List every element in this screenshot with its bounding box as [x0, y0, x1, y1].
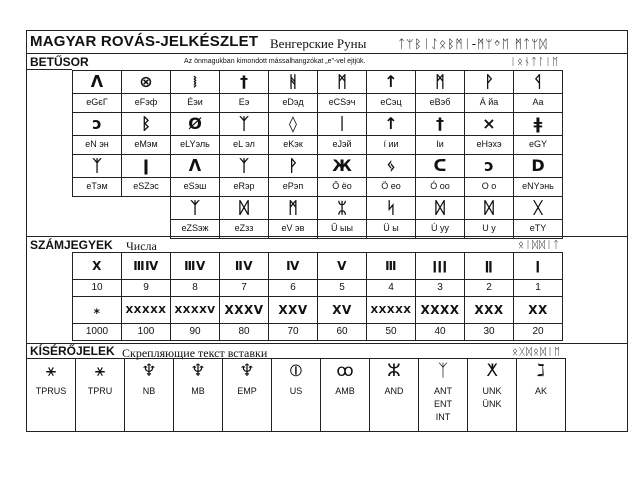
cell-divider: [122, 279, 170, 280]
numeral-value: 30: [483, 326, 495, 337]
cell-divider: [73, 93, 121, 94]
rune-sound-label: eCэц: [380, 97, 402, 107]
szamjegyek-label-russian: Числа: [126, 239, 157, 253]
cell-divider: [465, 177, 513, 178]
szamjegyek-label: SZÁMJEGYEK: [30, 238, 113, 252]
rune-glyph: ᛋ: [386, 198, 396, 217]
rune-cell: [366, 196, 416, 239]
rune-glyph: ᛉ: [239, 156, 249, 175]
rune-sound-label: U у: [482, 223, 496, 233]
rune-cell: [317, 196, 367, 239]
rune-glyph: ᚹ: [484, 72, 494, 91]
rune-glyph: ᛩ: [533, 72, 543, 91]
rune-cell: [464, 196, 514, 239]
rune-cell: [121, 70, 171, 113]
rune-sound-label: Á йа: [479, 97, 499, 107]
cell-divider: [122, 323, 170, 324]
divider: [26, 343, 628, 344]
numeral-value: 50: [385, 326, 397, 337]
ligature-glyph: ⵣ: [387, 361, 401, 381]
rune-cell: [170, 154, 220, 197]
cell-divider: [416, 135, 464, 136]
ligature-cell: [271, 358, 321, 432]
ligature-label: TPRU: [87, 386, 113, 396]
rune-cell: [219, 154, 269, 197]
rune-sound-label: Ó oo: [430, 181, 450, 191]
cell-divider: [171, 135, 219, 136]
rune-cell: [366, 70, 416, 113]
cell-divider: [367, 93, 415, 94]
rune-sound-label: eV эв: [281, 223, 305, 233]
rune-glyph: ↄ: [484, 156, 494, 175]
cell-divider: [269, 177, 317, 178]
numeral-glyph: XXV: [278, 303, 308, 317]
cell-divider: [514, 135, 562, 136]
cell-divider: [416, 219, 464, 220]
rune-cell: [513, 70, 563, 113]
cell-divider: [269, 219, 317, 220]
rune-sound-label: Éэи: [187, 97, 203, 107]
rune-sound-label: O о: [481, 181, 497, 191]
numeral-glyph: XXX: [474, 303, 504, 317]
cell-divider: [465, 323, 513, 324]
numeral-value: 9: [143, 282, 149, 293]
cell-divider: [220, 279, 268, 280]
kiserojelek-label: KÍSÉRŐJELEK: [30, 344, 115, 358]
rune-glyph: ↑: [384, 114, 398, 133]
numeral-glyph: XV: [332, 303, 352, 317]
rune-cell: [464, 154, 514, 197]
number-cell: [72, 296, 122, 341]
ligature-label: MB: [191, 386, 205, 396]
number-cell: [366, 296, 416, 341]
cell-divider: [220, 135, 268, 136]
rune-sound-label: eLYэль: [180, 139, 210, 149]
number-cell: [72, 252, 122, 297]
rune-sound-label: eN эн: [85, 139, 109, 149]
cell-divider: [514, 177, 562, 178]
numeral-glyph: XX: [528, 303, 548, 317]
number-cell: [219, 296, 269, 341]
rune-glyph: ᛁ: [337, 114, 347, 133]
cell-divider: [465, 93, 513, 94]
ligature-label: EMP: [237, 386, 257, 396]
rune-sound-label: Ű ыы: [331, 223, 353, 233]
rune-glyph: †: [436, 114, 444, 133]
numeral-glyph: ⅢⅤ: [184, 259, 206, 273]
number-cell: [268, 252, 318, 297]
rune-glyph: ᛗ: [435, 72, 445, 91]
number-cell: [170, 252, 220, 297]
rune-glyph: ᛗ: [337, 72, 347, 91]
cell-divider: [318, 219, 366, 220]
rune-cell: [268, 70, 318, 113]
cell-divider: [122, 135, 170, 136]
rune-cell: [219, 196, 269, 239]
rune-sound-label: Ü ы: [383, 223, 399, 233]
rune-sound-label: eZзз: [234, 223, 254, 233]
rune-cell: [513, 196, 563, 239]
ligature-glyph: ⦶: [289, 361, 303, 381]
numeral-glyph: ⁎: [93, 303, 101, 317]
rune-cell: [317, 154, 367, 197]
cell-divider: [465, 135, 513, 136]
cell-divider: [122, 93, 170, 94]
rune-sound-label: eL эл: [233, 139, 255, 149]
rune-cell: [72, 154, 122, 197]
rune-glyph: †: [240, 72, 248, 91]
number-cell: [219, 252, 269, 297]
rune-glyph: ᛃ: [386, 156, 396, 175]
betusor-note: Az önmagukban kimondott mássalhangzókat „e"-vel ejtjük.: [184, 58, 366, 65]
rune-cell: [219, 70, 269, 113]
cell-divider: [122, 177, 170, 178]
number-cell: [415, 296, 465, 341]
rune-glyph: ◊: [289, 114, 297, 133]
number-cell: [464, 296, 514, 341]
numeral-value: 3: [437, 282, 443, 293]
numeral-glyph: ⅢⅣ: [133, 259, 159, 273]
cell-divider: [220, 323, 268, 324]
ligature-glyph: ⚹: [45, 361, 57, 381]
number-cell: [513, 252, 563, 297]
cell-divider: [465, 219, 513, 220]
rune-cell: [513, 154, 563, 197]
rune-sound-label: eSэш: [183, 181, 207, 191]
number-cell: [268, 296, 318, 341]
rune-cell: [366, 154, 416, 197]
rune-glyph: ↄ: [92, 114, 102, 133]
cell-divider: [367, 279, 415, 280]
ligature-glyph: ⵅ: [486, 361, 498, 381]
ligature-glyph: ℷ: [537, 361, 545, 381]
number-cell: [121, 296, 171, 341]
rune-sound-label: eZSэж: [181, 223, 209, 233]
rune-sound-label: í ии: [383, 139, 399, 149]
rune-sound-label: eRэр: [233, 181, 255, 191]
rune-cell: [72, 112, 122, 155]
ligature-cell: [222, 358, 272, 432]
rune-cell: [415, 70, 465, 113]
cell-divider: [220, 93, 268, 94]
rune-glyph: ᑕ: [433, 156, 447, 175]
cell-divider: [514, 323, 562, 324]
rune-cell: [464, 112, 514, 155]
rune-glyph: ᛗ: [288, 198, 298, 217]
numeral-value: 10: [91, 282, 103, 293]
rune-glyph: ᛞ: [484, 198, 494, 217]
rune-sound-label: eTэм: [86, 181, 108, 191]
ligature-cell: [369, 358, 419, 432]
numeral-value: 4: [388, 282, 394, 293]
numeral-value: 100: [137, 326, 155, 337]
numeral-value: 2: [486, 282, 492, 293]
rune-cell: [170, 70, 220, 113]
number-cell: [317, 252, 367, 297]
rune-cell: [366, 112, 416, 155]
rune-glyph: ǂ: [533, 114, 543, 133]
rune-glyph: ᛒ: [141, 114, 151, 133]
number-cell: [415, 252, 465, 297]
ligature-glyph: ⚹: [94, 361, 106, 381]
rune-glyph: ᛞ: [435, 198, 445, 217]
rune-sound-label: Eэ: [238, 97, 250, 107]
ligature-label: AMB: [335, 386, 355, 396]
ligature-label: ANT ENT INT: [434, 386, 452, 422]
rune-sound-label: eNYэнь: [522, 181, 554, 191]
numeral-glyph: Ⅲ: [385, 259, 397, 273]
rune-glyph: ᛞ: [239, 198, 249, 217]
cell-divider: [318, 323, 366, 324]
numeral-glyph: Ⅳ: [286, 259, 300, 273]
rune-cell: [415, 154, 465, 197]
divider: [26, 69, 72, 70]
rune-glyph: ↑: [384, 72, 398, 91]
cell-divider: [416, 93, 464, 94]
numeral-glyph: XXXXX: [125, 305, 167, 316]
numeral-value: 80: [238, 326, 250, 337]
rune-cell: [317, 112, 367, 155]
ligature-cell: [516, 358, 566, 432]
cell-divider: [220, 219, 268, 220]
cell-divider: [73, 177, 121, 178]
ligature-label: AND: [384, 386, 404, 396]
rune-glyph: ᐱ: [188, 156, 202, 175]
number-cell: [317, 296, 367, 341]
cell-divider: [171, 323, 219, 324]
number-cell: [121, 252, 171, 297]
betusor-label: BETŰSOR: [30, 55, 89, 69]
rune-glyph: ᛉ: [190, 198, 200, 217]
page-title: MAGYAR ROVÁS-JELKÉSZLET: [30, 33, 259, 50]
ligature-cell: [173, 358, 223, 432]
ligature-glyph: ♆: [190, 361, 206, 381]
cell-divider: [367, 135, 415, 136]
cell-divider: [416, 279, 464, 280]
rune-glyph: ⧘: [193, 72, 197, 91]
cell-divider: [367, 219, 415, 220]
divider: [26, 236, 628, 237]
ligature-cell: [26, 358, 76, 432]
cell-divider: [514, 279, 562, 280]
rune-glyph: ᐱ: [90, 72, 104, 91]
rune-sound-label: eSZэс: [133, 181, 159, 191]
numeral-glyph: ⅡⅤ: [234, 259, 254, 273]
rune-glyph: ᚷ: [533, 198, 543, 217]
rune-sound-label: eFэф: [134, 97, 158, 107]
ligature-glyph: ꝏ: [336, 361, 354, 381]
rune-sound-label: Ő ёо: [332, 181, 352, 191]
ligature-cell: [75, 358, 125, 432]
cell-divider: [171, 219, 219, 220]
page-title-russian: Венгерские Руны: [270, 36, 367, 51]
ligature-cell: [418, 358, 468, 432]
ligature-cell: [124, 358, 174, 432]
rune-sound-label: eJэй: [332, 139, 352, 149]
cell-divider: [367, 177, 415, 178]
rune-glyph: ᚻ: [288, 72, 298, 91]
rune-sound-label: Iи: [436, 139, 444, 149]
cell-divider: [73, 135, 121, 136]
ligature-label: TPRUS: [35, 386, 67, 396]
rune-glyph: ⊗: [139, 72, 153, 91]
cell-divider: [220, 177, 268, 178]
rune-sound-label: Ú уу: [431, 223, 449, 233]
kiserojelek-runes: ᛟᚷᛞᛟᛞᛁᛖ: [512, 347, 561, 358]
ligature-label: AK: [534, 386, 547, 396]
numeral-value: 60: [336, 326, 348, 337]
rune-sound-label: eHэхэ: [476, 139, 502, 149]
rune-sound-label: eCSэч: [328, 97, 356, 107]
numeral-value: 1: [535, 282, 541, 293]
cell-divider: [318, 93, 366, 94]
rune-glyph: Ж: [332, 156, 352, 175]
rune-glyph: D: [531, 156, 545, 175]
rune-cell: [513, 112, 563, 155]
numeral-glyph: XXXXV: [174, 305, 216, 316]
rune-cell: [268, 112, 318, 155]
kiserojelek-label-russian: Скрепляющие текст вставки: [122, 346, 268, 360]
cell-divider: [73, 323, 121, 324]
number-cell: [366, 252, 416, 297]
rune-cell: [219, 112, 269, 155]
numeral-value: 90: [189, 326, 201, 337]
rune-sound-label: eTY: [529, 223, 547, 233]
rune-sound-label: Aа: [532, 97, 544, 107]
rune-glyph: ᛯ: [337, 198, 347, 217]
numeral-value: 7: [241, 282, 247, 293]
numeral-glyph: XXXV: [224, 303, 264, 317]
rune-cell: [268, 196, 318, 239]
ligature-label: NB: [142, 386, 156, 396]
numeral-value: 20: [532, 326, 544, 337]
page-title-runes: ᛏᛘᛒᛁᛇᛟᛒᛗᛁ-ᛗᛘᛜᛖ ᛗᛏᛘᛞ: [398, 37, 548, 51]
divider: [26, 53, 628, 54]
rune-cell: [170, 112, 220, 155]
rune-glyph: ᛉ: [239, 114, 249, 133]
rune-sound-label: eBэб: [429, 97, 451, 107]
rune-sound-label: eMэм: [134, 139, 158, 149]
rune-cell: [121, 154, 171, 197]
ligature-cell: [320, 358, 370, 432]
rune-sound-label: Ö eo: [381, 181, 401, 191]
cell-divider: [269, 323, 317, 324]
cell-divider: [318, 279, 366, 280]
szamjegyek-runes: ᛟᛁᛞᛞᛁᛏ: [518, 240, 560, 251]
rune-glyph: ǀ: [143, 156, 149, 175]
numeral-glyph: ǀǀǀ: [432, 259, 448, 273]
rune-glyph: Ø: [188, 114, 202, 133]
rune-glyph: ᛉ: [92, 156, 102, 175]
cell-divider: [514, 219, 562, 220]
numeral-glyph: XXXX: [420, 303, 460, 317]
rune-sound-label: ePэп: [282, 181, 304, 191]
cell-divider: [269, 279, 317, 280]
rune-cell: [317, 70, 367, 113]
cell-divider: [318, 135, 366, 136]
cell-divider: [269, 135, 317, 136]
cell-divider: [171, 177, 219, 178]
rune-cell: [170, 196, 220, 239]
cell-divider: [73, 279, 121, 280]
betusor-runes: ᛁᛟᚾᛏᛚᛁᛖ: [510, 57, 559, 68]
numeral-value: 5: [339, 282, 345, 293]
ligature-label: US: [289, 386, 303, 396]
cell-divider: [269, 93, 317, 94]
numeral-glyph: ǁ: [484, 259, 494, 273]
cell-divider: [171, 93, 219, 94]
rune-glyph: ᚹ: [288, 156, 298, 175]
ligature-glyph: ♆: [239, 361, 255, 381]
ligature-label: UNK ÜNK: [482, 386, 502, 409]
numeral-glyph: XXXXX: [370, 305, 412, 316]
rune-cell: [121, 112, 171, 155]
rune-cell: [415, 112, 465, 155]
numeral-value: 8: [192, 282, 198, 293]
numeral-glyph: X: [92, 259, 102, 273]
numeral-glyph: V: [337, 259, 347, 273]
number-cell: [513, 296, 563, 341]
numeral-value: 6: [290, 282, 296, 293]
rune-cell: [415, 196, 465, 239]
rune-cell: [464, 70, 514, 113]
cell-divider: [318, 177, 366, 178]
rune-sound-label: eKэк: [283, 139, 303, 149]
number-cell: [170, 296, 220, 341]
rune-cell: [72, 70, 122, 113]
numeral-value: 40: [434, 326, 446, 337]
ligature-glyph: ᛉ: [437, 361, 449, 381]
numeral-value: 1000: [85, 326, 109, 337]
rune-sound-label: eGY: [528, 139, 547, 149]
cell-divider: [514, 93, 562, 94]
cell-divider: [416, 323, 464, 324]
rune-sound-label: eDэд: [282, 97, 304, 107]
cell-divider: [465, 279, 513, 280]
numeral-value: 70: [287, 326, 299, 337]
cell-divider: [367, 323, 415, 324]
ligature-glyph: ♆: [141, 361, 157, 381]
rune-cell: [268, 154, 318, 197]
ligature-cell: [467, 358, 517, 432]
cell-divider: [416, 177, 464, 178]
cell-divider: [171, 279, 219, 280]
numeral-glyph: ǀ: [535, 259, 541, 273]
rune-glyph: ⨯: [482, 114, 496, 133]
number-cell: [464, 252, 514, 297]
rune-sound-label: eGєГ: [86, 97, 108, 107]
